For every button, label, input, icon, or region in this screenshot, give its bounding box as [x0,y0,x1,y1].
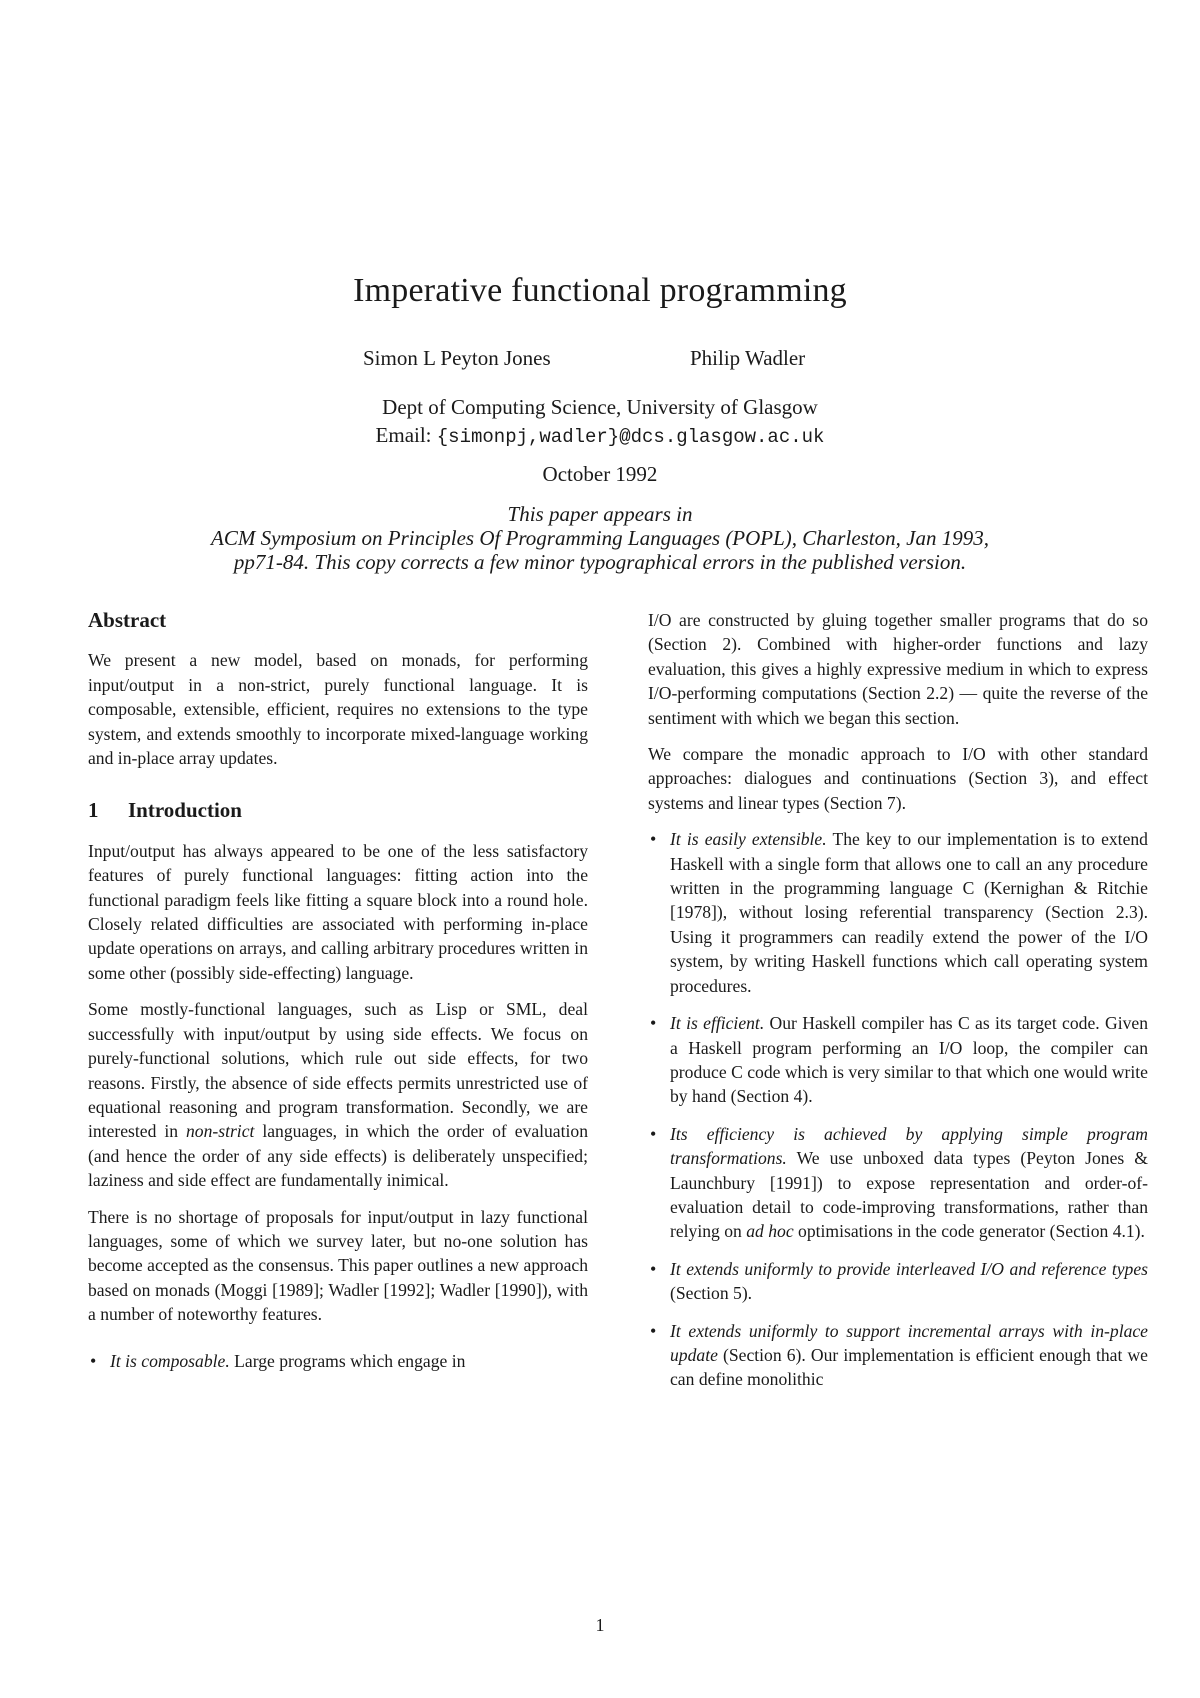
bullet-lead: It extends uniformly to support incremental arrays with in-place update [670,1320,1148,1365]
bullet-lead: It extends uniformly to provide interleaved I/O and reference types [670,1258,1148,1279]
affiliation: Dept of Computing Science, University of Glasgow [382,395,818,419]
bullet-text: Our Haskell compiler has C as its target code. Given a Haskell program performing an I/O loop, the compiler can produce C code which is very similar to that which one would write by hand (Section 4). [670,1013,1148,1107]
bullet-text: (Section 5). [670,1283,753,1304]
list-item [648,1257,1148,1306]
author-list [0,346,1200,376]
bullet-text: (Section 6). Our implementation is efficient enough that we can define monolithic [670,1344,1148,1390]
left-column [88,608,588,1386]
list-item [648,827,1148,998]
author-name: Simon L Peyton Jones [363,346,551,370]
abstract-heading: Abstract [88,608,167,632]
list-item [648,1122,1148,1244]
author-name: Philip Wadler [690,346,806,370]
bullet-text: Large programs which engage in [229,1350,466,1371]
body-paragraph: We compare the monadic approach to I/O with other standard approaches: dialogues and continuations (Section 3), and effect systems and linear types (Section 7). [648,744,1148,813]
intro-paragraph: Input/output has always appeared to be one of the less satisfactory features of purely functional languages: fitting action into the functional paradigm feels like fitting a square block into a round hole. Closely related difficulties are associated with performing in-place update operations on arrays, and calling arbitrary procedures written in some other (possibly side-effecting) language. [88,840,588,983]
page-number: 1 [595,1615,605,1635]
emphasis: non-strict [185,1121,255,1142]
email-label: Email: [375,423,432,447]
abstract-text: We present a new model, based on monads, for performing input/output in a non-strict, purely functional language. It is composable, extensible, efficient, requires no extensions to the type system, and extends smoothly to incorporate mixed-language working and in-place array updates. [88,650,588,769]
feature-list [648,827,1148,1392]
feature-list [88,1349,588,1373]
emphasis: ad hoc [746,1221,794,1242]
bullet-lead: It is efficient. [670,1013,765,1034]
list-item [648,1011,1148,1109]
bullet-text: optimisations in the code generator (Section 4.1). [793,1221,1145,1242]
body-paragraph: I/O are constructed by gluing together smaller programs that do so (Section 2). Combined with higher-order functions and lazy evaluation, this gives a highly expressive medium in which to express I/O-performing computations (Section 2.2) — quite the reverse of the sentiment with which we began this section. [648,610,1148,728]
section-title: Introduction [128,798,242,823]
bullet-text: The key to our implementation is to extend Haskell with a single form that allows one to call an any procedure written in the programming language C (Kernighan & Ritchie [1978]), without losing referential transparency (Section 2.3). Using it programmers can readily extend the power of the I/O system, by writing Haskell functions which call operating system procedures. [670,829,1148,996]
text-run: Some mostly-functional languages, such as Lisp or SML, deal successfully with input/output by using side effects. We focus on purely-functional solutions, which rule out side effects, for two reasons. Firstly, the absence of side effects permits unrestricted use of equational reasoning and program transformation. Secondly, we are interested in [88,999,588,1142]
bullet-lead: Its efficiency is achieved by applying simple program transformations. [670,1123,1148,1169]
intro-paragraph [88,997,588,1192]
list-item [88,1349,588,1373]
bullet-text: We use unboxed data types (Peyton Jones & Launchbury [1991]) to expose representation and order-of-evaluation detail to code-improving transformations, rather than relying on [670,1148,1148,1242]
email-address: {simonpj,wadler}@dcs.glasgow.ac.uk [436,426,825,448]
paper-title: Imperative functional programming [353,272,847,309]
email-line [0,423,1200,448]
text-run: languages, in which the order of evaluation (and hence the order of any side effects) is deliberately unspecified; laziness and side effect are fundamentally inimical. [88,1121,588,1191]
section-number: 1 [88,798,99,823]
publication-note-line: pp71-84. This copy corrects a few minor typographical errors in the published version. [233,550,967,574]
publication-note-line: ACM Symposium on Principles Of Programming Languages (POPL), Charleston, Jan 1993, [211,526,989,550]
bullet-lead: It is easily extensible. [670,829,827,850]
section-heading [88,798,588,822]
bullet-lead: It is composable. [110,1350,230,1371]
list-item [648,1319,1148,1392]
right-column [648,608,1148,1405]
publication-note-line: This paper appears in [507,502,693,526]
intro-paragraph: There is no shortage of proposals for input/output in lazy functional languages, some of which we survey later, but no-one solution has become accepted as the consensus. This paper outlines a new approach based on monads (Moggi [1989]; Wadler [1992]; Wadler [1990]), with a number of noteworthy features. [88,1206,588,1325]
paper-date: October 1992 [542,462,658,486]
